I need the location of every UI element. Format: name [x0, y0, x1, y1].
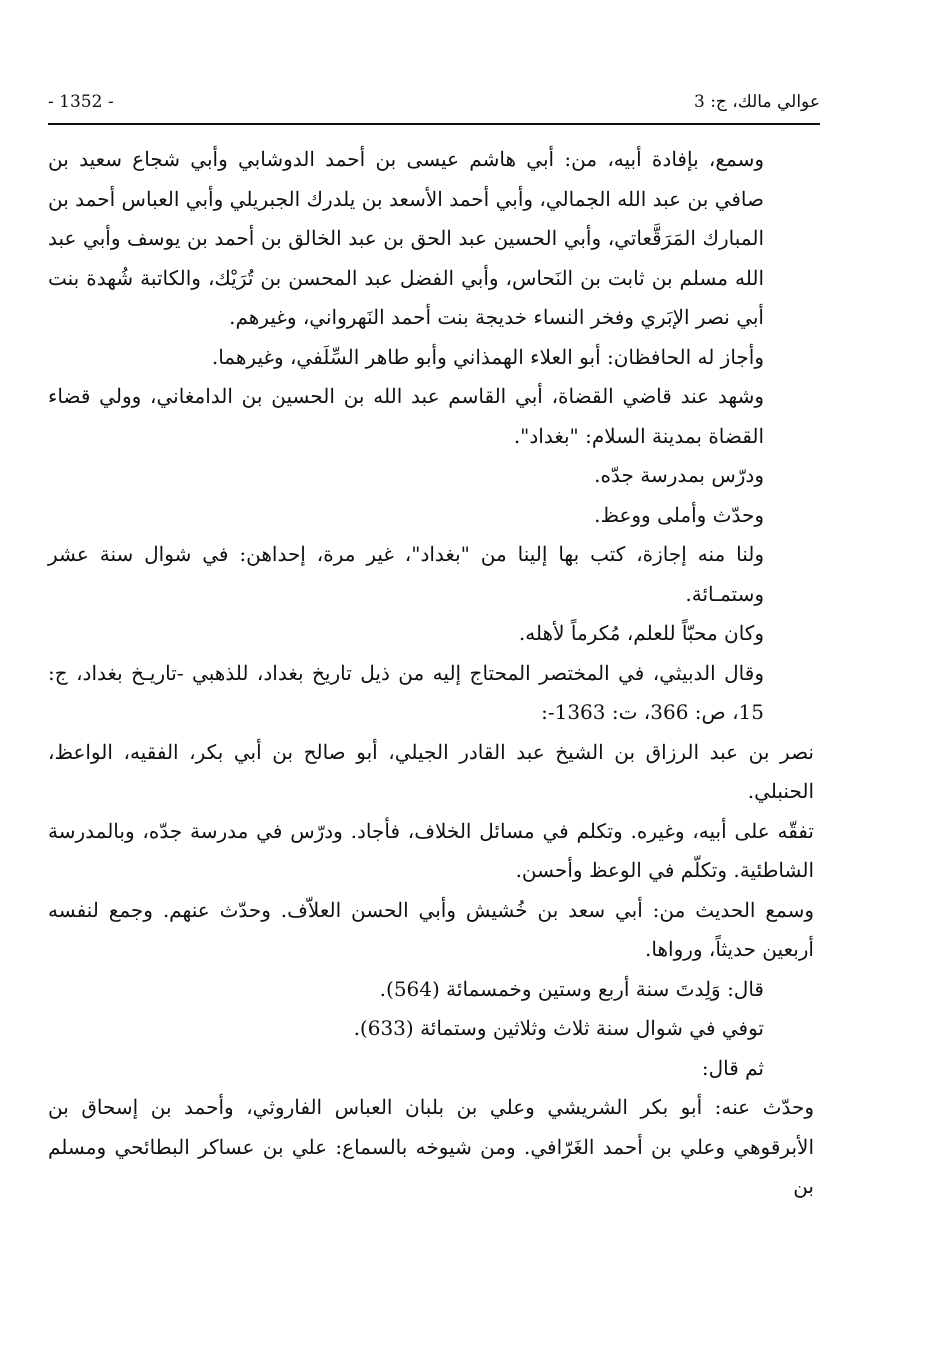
header-rule: [48, 123, 820, 125]
paragraph: ثم قال:: [701, 1055, 764, 1080]
paragraph: وحدّث وأملى ووعظ.: [594, 502, 764, 527]
paragraph: قال: وَلِدتَ سنة أربع وستين وخمسمائة (564).: [379, 976, 764, 1001]
paragraph: نصر بن عبد الرزاق بن الشيخ عبد القادر الجيلي، أبو صالح بن أبي بكر، الفقيه، الواعظ، الحنبلي.: [48, 739, 814, 803]
paragraph: تفقّه على أبيه، وغيره. وتكلم في مسائل الخلاف، فأجاد. ودرّس في مدرسة جدّه، وبالمدرسة الشاطئية. وتكلّم في الوعظ وأحسن.: [48, 818, 814, 882]
paragraph: ولنا منه إجازة، كتب بها إلينا من "بغداد"، غير مرة، إحداهن: في شوال سنة عشر وستمـائة.: [48, 542, 764, 606]
book-title: عوالي مالك، ج: 3: [693, 92, 820, 112]
paragraph: وسمع الحديث من: أبي سعد بن خُشيش وأبي الحسن العلاّف. وحدّث عنهم. وجمع لنفسه أربعين حديثاً، ورواها.: [48, 897, 815, 961]
paragraph: وحدّث عنه: أبو بكر الشريشي وعلي بن بلبان العباس الفاروثي، وأحمد بن إسحاق بن الأبرقوهي وعلي بن أحمد الغَرّافي. ومن شيوخه بالسماع: علي بن عساكر البطائحي ومسلم بن: [48, 1095, 814, 1198]
paragraph: وشهد عند قاضي القضاة، أبي القاسم عبد الله بن الحسين بن الدامغاني، وولي قضاء القضاة بمدينة السلام: "بغداد".: [48, 384, 765, 448]
paragraph: توفي في شوال سنة ثلاث وثلاثين وستمائة (633).: [353, 1016, 764, 1040]
paragraph: وقال الدبيثي، في المختصر المحتاج إليه من ذيل تاريخ بغداد، للذهبي -تاريـخ بغداد، ج: 15، ص: 366، ت: 1363-:: [48, 660, 764, 724]
body-text: [48, 140, 814, 1207]
paragraph: وأجاز له الحافظان: أبو العلاء الهمذاني وأبو طاهر السِّلَفي، وغيرهما.: [211, 344, 764, 369]
paragraph: وسمع، بإفادة أبيه، من: أبي هاشم عيسى بن أحمد الدوشابي وأبي شجاع سعيد بن صافي بن عبد الله الجمالي، وأبي أحمد الأسعد بن يلدرك الجبريلي وأبي العباس أحمد بن المبارك المَرَقَّعاتي، وأبي الحسين عبد الحق بن عبد الخالق بن أحمد بن يوسف وأبي عبد الله مسلم بن ثابت بن النَحاس، وأبي الفضل عبد المحسن بن تُرَيْك، والكاتبة شُهدة بنت أبي نصر الإبَري وفخر النساء خديجة بنت أحمد النَهرواني، وغيرهم.: [48, 147, 764, 329]
paragraph: وكان محبّاً للعلم، مُكرماً لأهله.: [518, 621, 764, 645]
page-header: [48, 88, 820, 122]
page-number: - 1352 -: [48, 92, 114, 112]
paragraph: ودرّس بمدرسة جدّه.: [594, 463, 764, 487]
